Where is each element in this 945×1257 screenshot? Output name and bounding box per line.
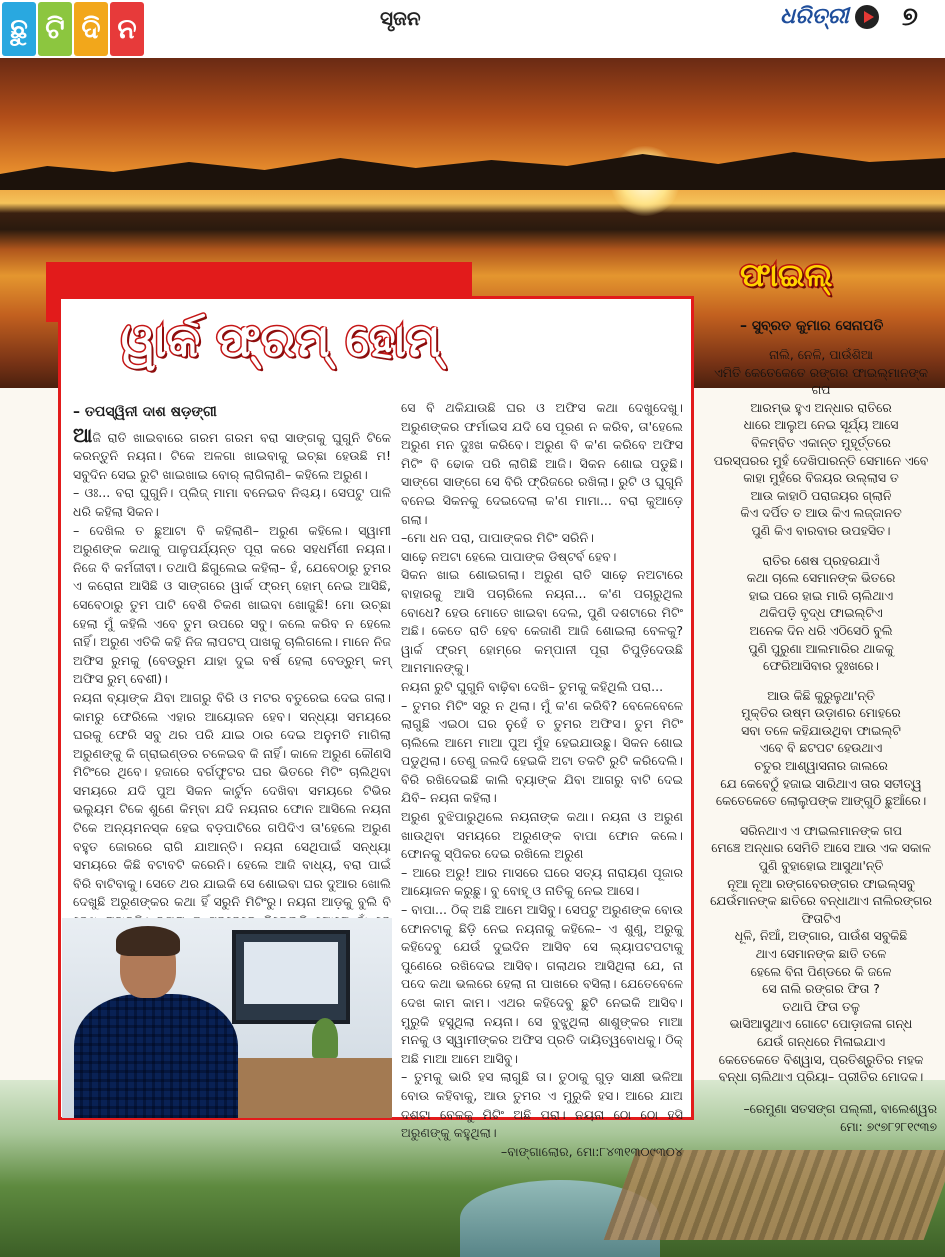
treeline-silhouette — [0, 150, 945, 190]
story-paragraph: – ତୁମର ମିଟିଂ ସରୁ ନ ଥିଲା। ମୁଁ କ'ଣ କରିବି? ବେଳେବେଳେ ଲାଗୁଛି ଏଇଠା ଘର ନୁହେଁ ତ ତୁମର ଅଫିସ। ତୁମ ମିଟିଂ ଚାଲିଲେ ଆମେ ମାଆ ପୁଅ ମୁଁହ ହେଇଯାଉଛୁ। ସିକନ ଶୋଇ ପଡୁଥିଲା। ତେଣୁ ଜଲଦି ହେଇକି ଅଟା ତକଟି ରୁଟି କରିଦେଲି। ବିରି ରଖିଦେଇଛି କାଲି ବ୍ୟାଙ୍କ ଯିବା ଆଗରୁ ବାଟି ଦେଇ ଯିବି– ନୟନା କହିଲା। — [401, 697, 683, 806]
poem-body — [705, 346, 937, 1098]
poem-line: କେତେକେତେ ବିଶ୍ୱାସ, ପ୍ରତିଶ୍ରୁତିର ମହକ — [718, 1051, 924, 1067]
poem-line: ଅନେକ ଦିନ ଧରି ଏଠିସେଠି ବୁଲି — [749, 622, 893, 638]
poem-line: ସେ ନାଲି ରଙ୍ଗର ଫିତା ? — [762, 981, 880, 997]
poem-line: ଆରମ୍ଭ ହୁଏ ଅନ୍ଧାର ରାତିରେ — [750, 399, 892, 415]
poem-line: ପରସ୍ପରର ମୁହଁ ଦେଖିପାରନ୍ତି ସେମାନେ ଏବେ — [713, 452, 929, 468]
poem-address: –ରେମୁଣା ସତସଙ୍ଗ ପଲ୍ଲୀ, ବାଲେଶ୍ୱର — [743, 1101, 937, 1116]
poem-line: ପୁଣି ପୁରୁଣା ଆଲମାରିର ଥାକକୁ — [748, 640, 894, 656]
poem-stanza — [705, 687, 937, 810]
story-paragraph: ଆଜି ରାତି ଖାଇବାରେ ଗରମ ଗରମ ବରା ସାଙ୍ଗକୁ ଘୁଗୁନି ଟିକେ କରନ୍ତୁନି ନୟନା। ଟିକେ ଅଳଗା ଖାଇବାକୁ ଇଚ୍ଛା ହେଉଛି ମ! ସବୁଦିନ ସେଇ ରୁଟି ଖାଇଖାଇ ବୋର୍ ଲାଗିଲାଣି– କହିଲେ ଅରୁଣ। — [73, 422, 391, 482]
story-author: – ତପସ୍ୱିନୀ ଦାଶ ଷଡ଼ଙ୍ଗୀ — [73, 404, 217, 420]
story-paragraph: ସାଢ଼େ ନଅଟା ହେଲେ ପାପାଙ୍କ ଡିଷ୍ଟର୍ବ ହେବ। — [401, 548, 617, 564]
poem-line: ନୂଆ ନୂଆ ରଙ୍ଗବେରଙ୍ଗର ଫାଇଲ୍‌ସବୁ — [727, 875, 915, 891]
masthead-logo — [2, 2, 144, 56]
poem-line: ଯେଉଁମାନଙ୍କ ଛାତିରେ ବନ୍ଧାଥାଏ ନାଲିରଙ୍ଗର ଫିତାଟିଏ — [710, 893, 932, 926]
poem-line: ସବା ତଳେ କହିଯାଉଥିବା ଫାଇଲ୍‌ଟି — [741, 722, 901, 738]
poem-line: ଧୂଳି, ନିଆଁ, ଅଙ୍ଗାର, ପାଉଁଶ ସବୁକିଛି — [734, 928, 908, 944]
poem-line: ପୁଣି କିଏ ବାରବାର ଉପହସିତ। — [751, 522, 891, 538]
brand-name: ଧରିତ୍ରୀ — [780, 4, 849, 29]
poem-phone: ମୋ: ୭୯୭୮୨୮୧୯୩୭ — [840, 1119, 937, 1134]
play-icon — [855, 5, 879, 29]
poem-line: ତଥାପି ଫିତା ତଳୁ — [782, 998, 860, 1014]
poem-line: କଥା ଚାଲେ ସେମାନଙ୍କ ଭିତରେ — [746, 570, 896, 586]
story-title: ୱାର୍କ ଫ୍ରମ୍ ହୋମ୍ — [121, 313, 441, 367]
masthead-letter: ଛୁ — [2, 2, 36, 56]
plant-graphic — [312, 1018, 338, 1058]
poem-line: ବିଳମ୍ବିତ ଏକାନ୍ତ ମୁହୂର୍ତ୍ତରେ — [751, 434, 891, 450]
poem-title: ଫାଇଲ୍ — [740, 256, 833, 294]
drop-cap: ଆ — [73, 422, 93, 447]
poem-line: ହାଇ ପରେ ହାଇ ମାରି ଚାଲିଥାଏ — [748, 587, 894, 603]
poem-stanza — [705, 552, 937, 675]
poem-author: – ସୁବ୍ରତ କୁମାର ସେନାପତି — [740, 318, 884, 334]
poem-line: ଥକିପଡ଼ି ବୃଦ୍ଧ ଫାଇଲ୍‌ଟିଏ — [759, 605, 883, 621]
story-paragraph: ଅରୁଣ ବୁଝିପାରୁଥିଲେ ନୟନାଙ୍କ କଥା। ନୟନା ଓ ଅରୁଣ ଖାଉଥିବା ସମୟରେ ଅରୁଣଙ୍କ ବାପା ଫୋନ କଲେ। ଫୋନକୁ ସ୍ପିକର ଦେଇ ରଖିଲେ ଅରୁଣ — [401, 809, 683, 862]
shirt-graphic — [74, 994, 238, 1118]
story-paragraph: – ବାପା... ଠିକ୍ ଅଛି ଆମେ ଆସିବୁ। ସେପଟୁ ଅରୁଣଙ୍କ ବୋଉ ଫୋନଟାକୁ ଛିଡ଼ି ନେଇ ନୟନାକୁ କହିଲେ– ଏ ଶୁଣୁ, ଅରୁକୁ କହିଦେବୁ ଯେଉଁ ଦୁଇଦିନ ଆସିବ ସେ ଲ୍ୟାପଟପଟାକୁ ପୁଣେରେ ରଖିଦେଇ ଆସିବ। ଗଲାଥର ଆସିଥିଲା ଯେ, ନା ପଦେ କଥା ଭଲରେ ହେଲା ନା ପାଖରେ ବସିଲା। ଯେତେବେଳେ ଦେଖ କାମ କାମ। ଏଥର କହିଦେବୁ ଛୁଟି ନେଇକି ଆସିବ। ମୁରୁକି ହସୁଥିଲା ନୟନା। ସେ ବୁଝୁଥିଲା ଶାଶୁଙ୍କର ମାଆ ମନକୁ ଓ ସ୍ୱାମୀଙ୍କର ଅଫିସ ପ୍ରତି ଦାୟିତ୍ୱବୋଧକୁ। ଠିକ୍ ଅଛି ମାଆ ଆମେ ଆସିବୁ। — [401, 902, 683, 1066]
story-left-column — [73, 403, 391, 968]
story-paragraph: – ଦେଖିଲ ତ ଛୁଆଟା ବି କହିଲାଣି– ଅରୁଣ କହିଲେ। ସ୍ୱାମୀ ଅରୁଣଙ୍କ କଥାକୁ ପାଳୁପର୍ଯ୍ୟନ୍ତ ପୂରା କରେ ସହଧର୍ମିଣୀ ନୟନା। ନିଜେ ବି କର୍ମଜୀବୀ। ତଥାପି ଛିଗୁଲେଇ କହିଲା– ହଁ, ଯେବେଠାରୁ ତୁମର ଏ କରୋନା ଆସିଛି ଓ ସାଙ୍ଗରେ ୱାର୍କ ଫ୍ରମ୍ ହୋମ୍ ନେଇ ଆସିଛି, ସେବେଠାରୁ ତୁମ ପାଟି ବେଶି ଚିକଣ ଖାଇବା ଖୋଜୁଛି! ମୋ ଉଚ୍ଛା ହେଲା ମୁଁ କହିଲି ଏବେ ତୁମ ଉପରେ ସବୁ। କଲେ କରିବ ନ ହେଲେ ନାହିଁ। ଅରୁଣ ଏତିକି କହି ନିଜ ଲାପଟପ୍ ପାଖକୁ ଚାଲିଗଲେ। ମାନେ ନିଜ ଅଫିସ ରୁମକୁ (ବେଡ୍‌ରୁମ ଯାହା ଦୁଇ ବର୍ଷ ହେଲା ବେଡ୍‌ରୁମ୍ କମ୍ ଅଫିସ ରୁମ୍ ବେଶୀ)। — [73, 522, 391, 687]
boardwalk-graphic — [604, 1150, 945, 1240]
poem-line: କିଏ ଦର୍ପିତ ତ ଆଉ କିଏ ଲଜ୍ଜାନତ — [740, 505, 902, 521]
poem-line: ରାତିର ଶେଷ ପ୍ରହରଯାଏଁ — [762, 552, 880, 568]
masthead-letter: ଦି — [74, 2, 108, 56]
poem-line: ଧାରେ ଆଲୁଅ ନେଇ ସୂର୍ଯ୍ୟ ଆସେ — [743, 417, 899, 433]
poem-line: ଆଉ କିଛି କୁରୁଳୁଥା'ନ୍ତି — [767, 687, 875, 703]
poem-line: ହେଲେ ବିନା ପିଣ୍ଡରେ କି ଜଳେ — [750, 963, 892, 979]
story-paragraph: ସିକନ ଖାଇ ଶୋଇଗଲା। ଅରୁଣ ରାତି ସାଢ଼େ ନଅଟାରେ ବାହାରକୁ ଆସି ପଚାରିଲେ ନୟନା... କ'ଣ ପଚାରୁଥିଲ ବୋଧେ? ହେଉ ମୋତେ ଖାଇବା ଦେଲ, ପୁଣି ଦଶଟାରେ ମିଟିଂ ଅଛି। କେତେ ରାତି ହେବ କେଜାଣି ଆଜି ଶୋଇଲା ବେଳକୁ? ୱାର୍କ ଫ୍ରମ୍ ହୋମ୍‌ରେ କମ୍ପାନୀ ପୂରା ଚିପୁଡ଼ିଦେଉଛି ଆମମାନଙ୍କୁ। — [401, 567, 683, 676]
masthead-letter: ଟି — [38, 2, 72, 56]
monitor-graphic — [232, 930, 350, 1024]
poem-line: ମେଞ୍ଚେ ଅନ୍ଧାର ସେମିତି ଆସେ ଆଉ ଏକ ସକାଳ — [711, 840, 931, 856]
poem-line: କାହା ମୁହଁରେ ବିଜୟର ଉଲ୍ଲାସ ତ — [743, 470, 899, 486]
poem-line: ଏବେ ବି ଛଟପଟ ହେଉଥାଏ — [759, 740, 883, 756]
story-paragraph: – ଓଃ... ବରା ଘୁଗୁନି। ପ୍ଲିଜ୍ ମାମା ବନେଇବ ନିଶ୍ଚୟ। ସେପଟୁ ପାଳି ଧରି କହିଲା ସିକନ। — [73, 485, 391, 519]
story-footnote: –ବାଙ୍ଗାଲୋର, ମୋ:୮୪୩୧୩୦୯୩୦୪ — [500, 1143, 683, 1159]
poem-line: ଯେ କେବେଠୁଁ ହଜାଇ ସାରିଥାଏ ତାର ସତୀତ୍ୱ — [720, 775, 922, 791]
poem-line: ବନ୍ଧା ଚାଲିଥାଏ ପ୍ରିୟା– ପ୍ରୀତିର ମୋଦକ। — [718, 1069, 924, 1085]
poem-line: ଭାସିଆସୁଥାଏ ଗୋଟେ ପୋଡ଼ାଜଳା ଗନ୍ଧ — [729, 1016, 913, 1032]
story-paragraph: – ତୁମକୁ ଭାରି ହସ ଲାଗୁଛି ତା। ତୁଠାକୁ ଗୁଡ଼ ସାକ୍ଷୀ ଭଳିଆ ବୋଉ କହିବାକୁ, ଆଉ ତୁମର ଏ ମୁରୁକି ହସ। ଆରେ ଯାଅ ଦଶଟା ବେଳକୁ ମିଟିଂ ଅଛି ପରା। ନୟନା ଠୋ ଠୋ ହସି ଅରୁଣଙ୍କୁ କହୁଥିଲା। — [401, 1069, 683, 1141]
poem-line: ନାଲି, ନେଳି, ପାଉଁଶିଆ — [769, 347, 873, 362]
man-working-at-computer-image — [62, 918, 392, 1118]
hair-graphic — [116, 926, 180, 956]
poem-line: ଫେରିଆସିବାର ଦୁଃଖରେ। — [763, 658, 879, 674]
poem-line: ପୁଣି ବୁହାହୋଇ ଆସୁଥା'ନ୍ତି — [758, 858, 884, 874]
story-paragraph: – ଆରେ ଅରୁ! ଆର ମାସରେ ଘରେ ସତ୍ୟ ନାରାୟଣ ପୂଜାର ଆୟୋଜନ କରୁଛୁ। ବୁ ବୋହୂ ଓ ନାତିକୁ ନେଇ ଆସେ। — [401, 864, 683, 899]
poem-line: ଚତୁର ଆଶ୍ୱାସନାର ଜାଲରେ — [754, 758, 888, 774]
poem-line: ଯେଉଁ ଗନ୍ଧରେ ମିଳାଇଯାଏ — [756, 1033, 886, 1049]
story-paragraph: ନୟନା ରୁଟି ଘୁଗୁନି ବାଢ଼ିବା ଦେଖି– ତୁମକୁ କହିଥିଲି ପରା... — [401, 678, 664, 694]
masthead-letter: ନ — [110, 2, 144, 56]
poem-line: କେତେକେତେ ଲୋଲୁପଙ୍କ ଆଙ୍ଗୁଠି ଛୁଆଁରେ। — [715, 793, 927, 809]
poem-stanza — [705, 822, 937, 1086]
poem-stanza — [705, 346, 937, 540]
story-paragraph: ନୟନା ବ୍ୟାଙ୍କ ଯିବା ଆଗରୁ ବିରି ଓ ମଟର ବତୁରେଇ ଦେଇ ଗଲା। କାମରୁ ଫେରିଲେ ଏହାର ଆୟୋଜନ ହେବ। ସନ୍ଧ୍ୟା ସମୟରେ ଘରକୁ ଫେରି ସବୁ ଥର ପରି ଯାଇ ଠାର ଦେଇ ଅନୁମତି ମାଗିଲା ଅରୁଣଙ୍କୁ କି ଗ୍ରାଇଣ୍ଡର ଚଳେଇବ କି ନାହିଁ। କାଳେ ଅରୁଣ କୌଣସି ମିଟିଂରେ ଥିବେ। ହଜାରେ ବର୍ଗଫୁଟର ଘର ଭିତରେ ମିଟିଂ ଚାଲିଥିବା ସମୟରେ ଯଦି ପୁଅ ସିକନ କାର୍ଟୁନ ଦେଖିବା ସମୟରେ ଟିଭିର ଭଲ୍ୟୁମ ଟିକେ ଶୁଣେ କିମ୍ବା ଯଦି ନୟନାର ଫୋନ ଆସିଲେ ନୟନା ଟିକେ ଅନ୍ୟମନସ୍କ ହେଇ ବଡ଼ପାଟିରେ ଗପିଦିଏ ତା'ହେଲେ ଅରୁଣ ବହୁତ ଜୋରରେ ରାଗି ଯାଆନ୍ତି। ନୟନା ସେଥିପାଇଁ ସନ୍ଧ୍ୟା ସମୟରେ କିଛି ବଟାବଟି କରେନି। ହେଲେ ଆଜି ବାଧ୍ୟ, ବରା ପାଇଁ ବିରି ବାଟିବାକୁ। ସେତେ ଥର ଯାଇକି ସେ ଶୋଇବା ଘର ଦୁଆର ଖୋଲି ଦେଖୁଛି ଅରୁଣଙ୍କର କଥା ହିଁ ସରୁନି ମିଟିଂରୁ। ନୟନା ଆଡ଼କୁ ବୁଲି ବି — [73, 689, 391, 910]
page-header — [0, 0, 945, 58]
poem-line: ସରିନଥାଏ ଏ ଫାଇଲମାନଙ୍କ ଗପ — [740, 822, 902, 838]
section-title: ସୃଜନ — [380, 6, 421, 30]
man-figure — [70, 924, 240, 1118]
story-right-column — [401, 399, 683, 1161]
poem-line: ଏମିତି କେତେକେତେ ରଙ୍ଗର ଫାଇଲ୍‌ମାନଙ୍କ ଗପ — [714, 364, 928, 398]
poem-line: ଆଉ କାହାଠି ପରାଜୟର ଗ୍ଲାନି — [750, 487, 892, 503]
brand-logo — [780, 4, 879, 29]
poem-line: ମୁକ୍ତିର ଉଷ୍ମ ଉଡ଼ାଣର ମୋହରେ — [741, 705, 901, 721]
story-paragraph: –ମୋ ଧନ ପରା, ପାପାଙ୍କର ମିଟିଂ ସରିନି। — [401, 530, 594, 546]
page-number: ୭ — [902, 2, 918, 32]
poem-footnote — [705, 1100, 937, 1136]
story-paragraph: ସେ ବି ଥକିଯାଉଛି ଘର ଓ ଅଫିସ କଥା ଦେଖୁଦେଖୁ। ଅରୁଣଙ୍କର ଫର୍ମାଇସ ଯଦି ସେ ପୂରଣ ନ କରିବ, ତା'ହେଲେ ଅରୁଣ ମନ ଦୁଃଖ କରିବେ। ଅରୁଣ ବି କ'ଣ କରିବେ ଅଫିସ ମିଟିଂ ବି ଢୋକ ପରି ଲାଗିଛି ଆଜି। ସିକନ ଶୋଇ ପଡୁଛି। ସାଙ୍ଗେ ସାଙ୍ଗେ ସେ ବିରି ଫ୍ରିଜରେ ରଖିଲା। ରୁଟି ଓ ଘୁଗୁନି ବନେଇ ସିକନକୁ ଦେଇଦେଲା କ'ଣ ମାମା... ବରା କୁଆଡ଼େ ଗଲା। — [401, 400, 683, 527]
poem-line: ଥାଏ ସେମାନଙ୍କ ଛାତି ତଳେ — [755, 946, 887, 961]
